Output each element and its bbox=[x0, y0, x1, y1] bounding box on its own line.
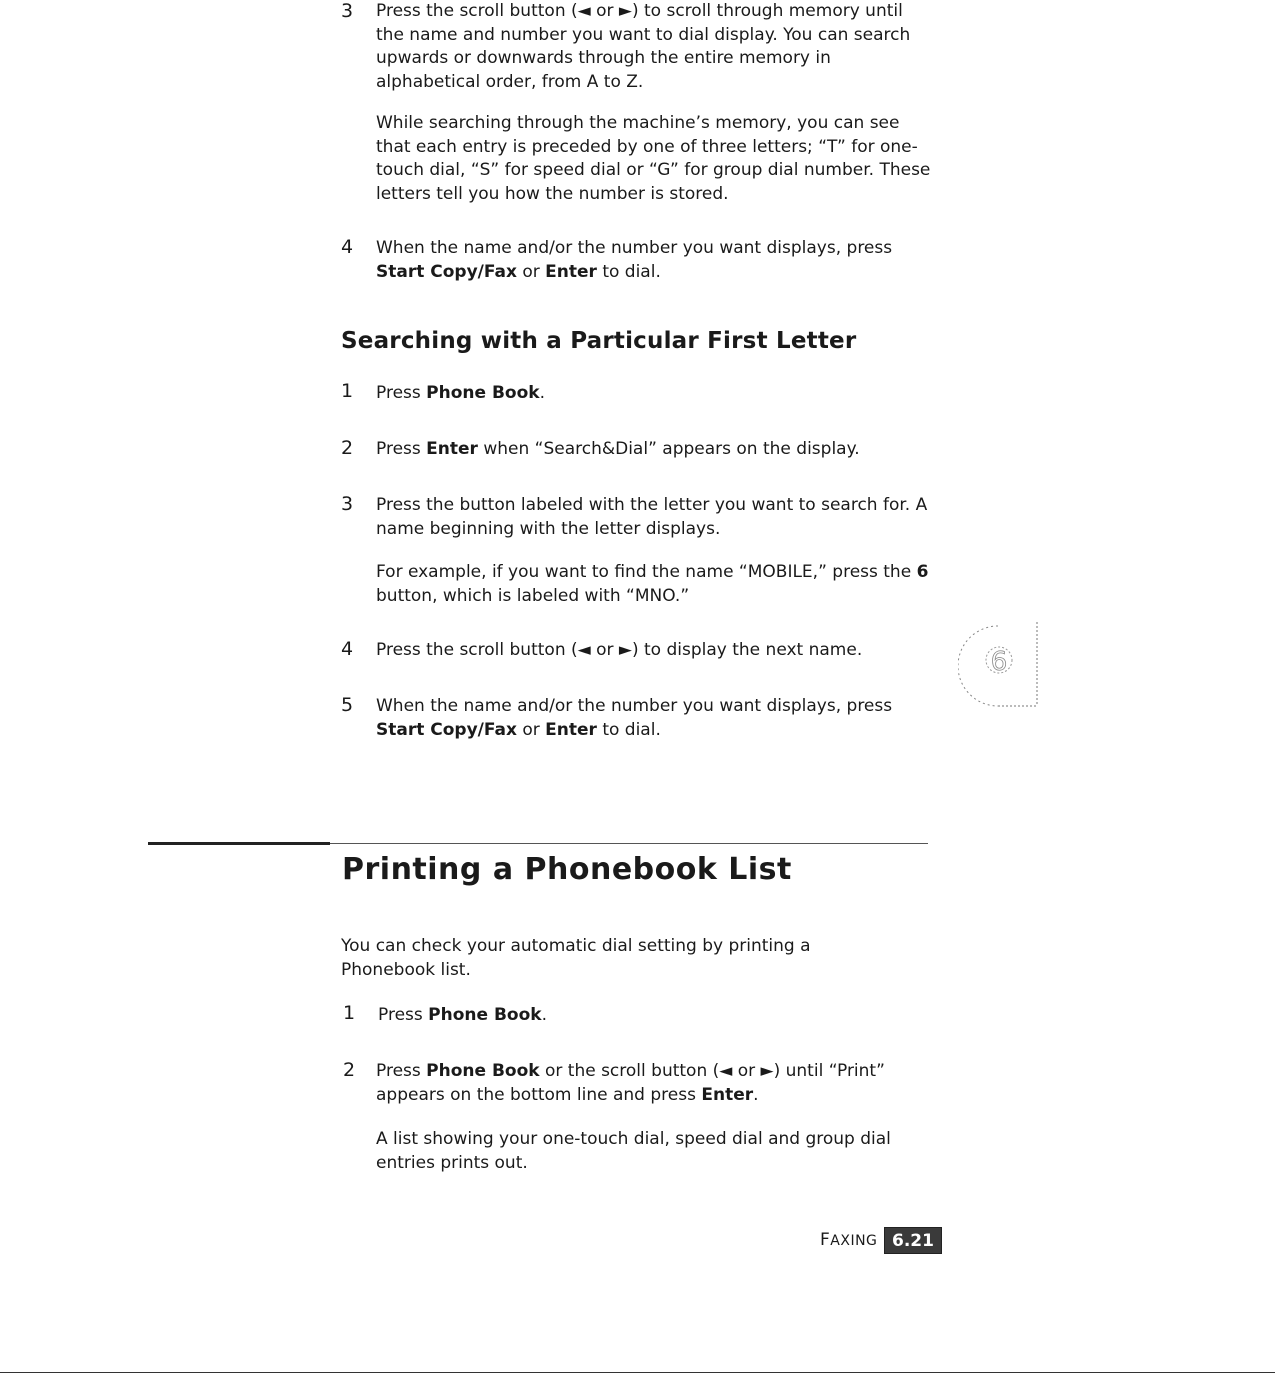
step-number: 4 bbox=[341, 638, 354, 660]
step-number: 3 bbox=[341, 0, 354, 22]
page-edge-rule bbox=[0, 1372, 1275, 1373]
step-number: 3 bbox=[341, 493, 354, 515]
chapter-tab-icon bbox=[958, 618, 1038, 710]
step-number: 4 bbox=[341, 236, 354, 258]
step-text: Press Phone Book. bbox=[376, 383, 545, 403]
intro-paragraph: You can check your automatic dial setting by printing a Phonebook list. bbox=[341, 936, 811, 980]
step-number: 2 bbox=[341, 437, 354, 459]
step-text: When the name and/or the number you want displays, press Start Copy/Fax or Enter to dial. bbox=[376, 238, 893, 282]
step-text: Press the scroll button (◄ or ►) to display the next name. bbox=[376, 640, 863, 660]
page-number: 6.21 bbox=[884, 1227, 942, 1254]
step-text: Press the scroll button (◄ or ►) to scroll through memory until the name and number you want to dial display. You can search upwards or downwards through the entire memory in alphabetical order, from A to Z. bbox=[376, 1, 911, 92]
step-number: 1 bbox=[341, 380, 354, 402]
step-text: Press Phone Book or the scroll button (◄ or ►) until “Print” appears on the bottom line and press Enter. bbox=[376, 1061, 885, 1105]
section-rule bbox=[148, 842, 330, 845]
step-note: A list showing your one-touch dial, speed dial and group dial entries prints out. bbox=[376, 1129, 891, 1173]
footer-chapter-label: FAXING bbox=[820, 1230, 878, 1250]
step-text: When the name and/or the number you want displays, press Start Copy/Fax or Enter to dial. bbox=[376, 696, 893, 740]
step-text: Press the button labeled with the letter you want to search for. A name beginning with the letter displays. bbox=[376, 495, 928, 539]
chapter-tab bbox=[958, 618, 1038, 710]
chapter-number: 6 bbox=[990, 647, 1008, 677]
step-number: 2 bbox=[343, 1059, 356, 1081]
step-number: 1 bbox=[343, 1002, 356, 1024]
step-note: While searching through the machine’s memory, you can see that each entry is preceded by one of three letters; “T” for one-touch dial, “S” for speed dial or “G” for group dial number. These letters tell you how the number is stored. bbox=[376, 113, 931, 204]
step-text: Press Enter when “Search&Dial” appears on the display. bbox=[376, 439, 860, 459]
section-title: Printing a Phonebook List bbox=[342, 852, 792, 887]
section-rule bbox=[330, 843, 928, 844]
step-text: Press Phone Book. bbox=[378, 1005, 547, 1025]
step-note: For example, if you want to find the name “MOBILE,” press the 6 button, which is labeled with “MNO.” bbox=[376, 562, 929, 606]
section-heading: Searching with a Particular First Letter bbox=[341, 328, 857, 354]
step-number: 5 bbox=[341, 694, 354, 716]
